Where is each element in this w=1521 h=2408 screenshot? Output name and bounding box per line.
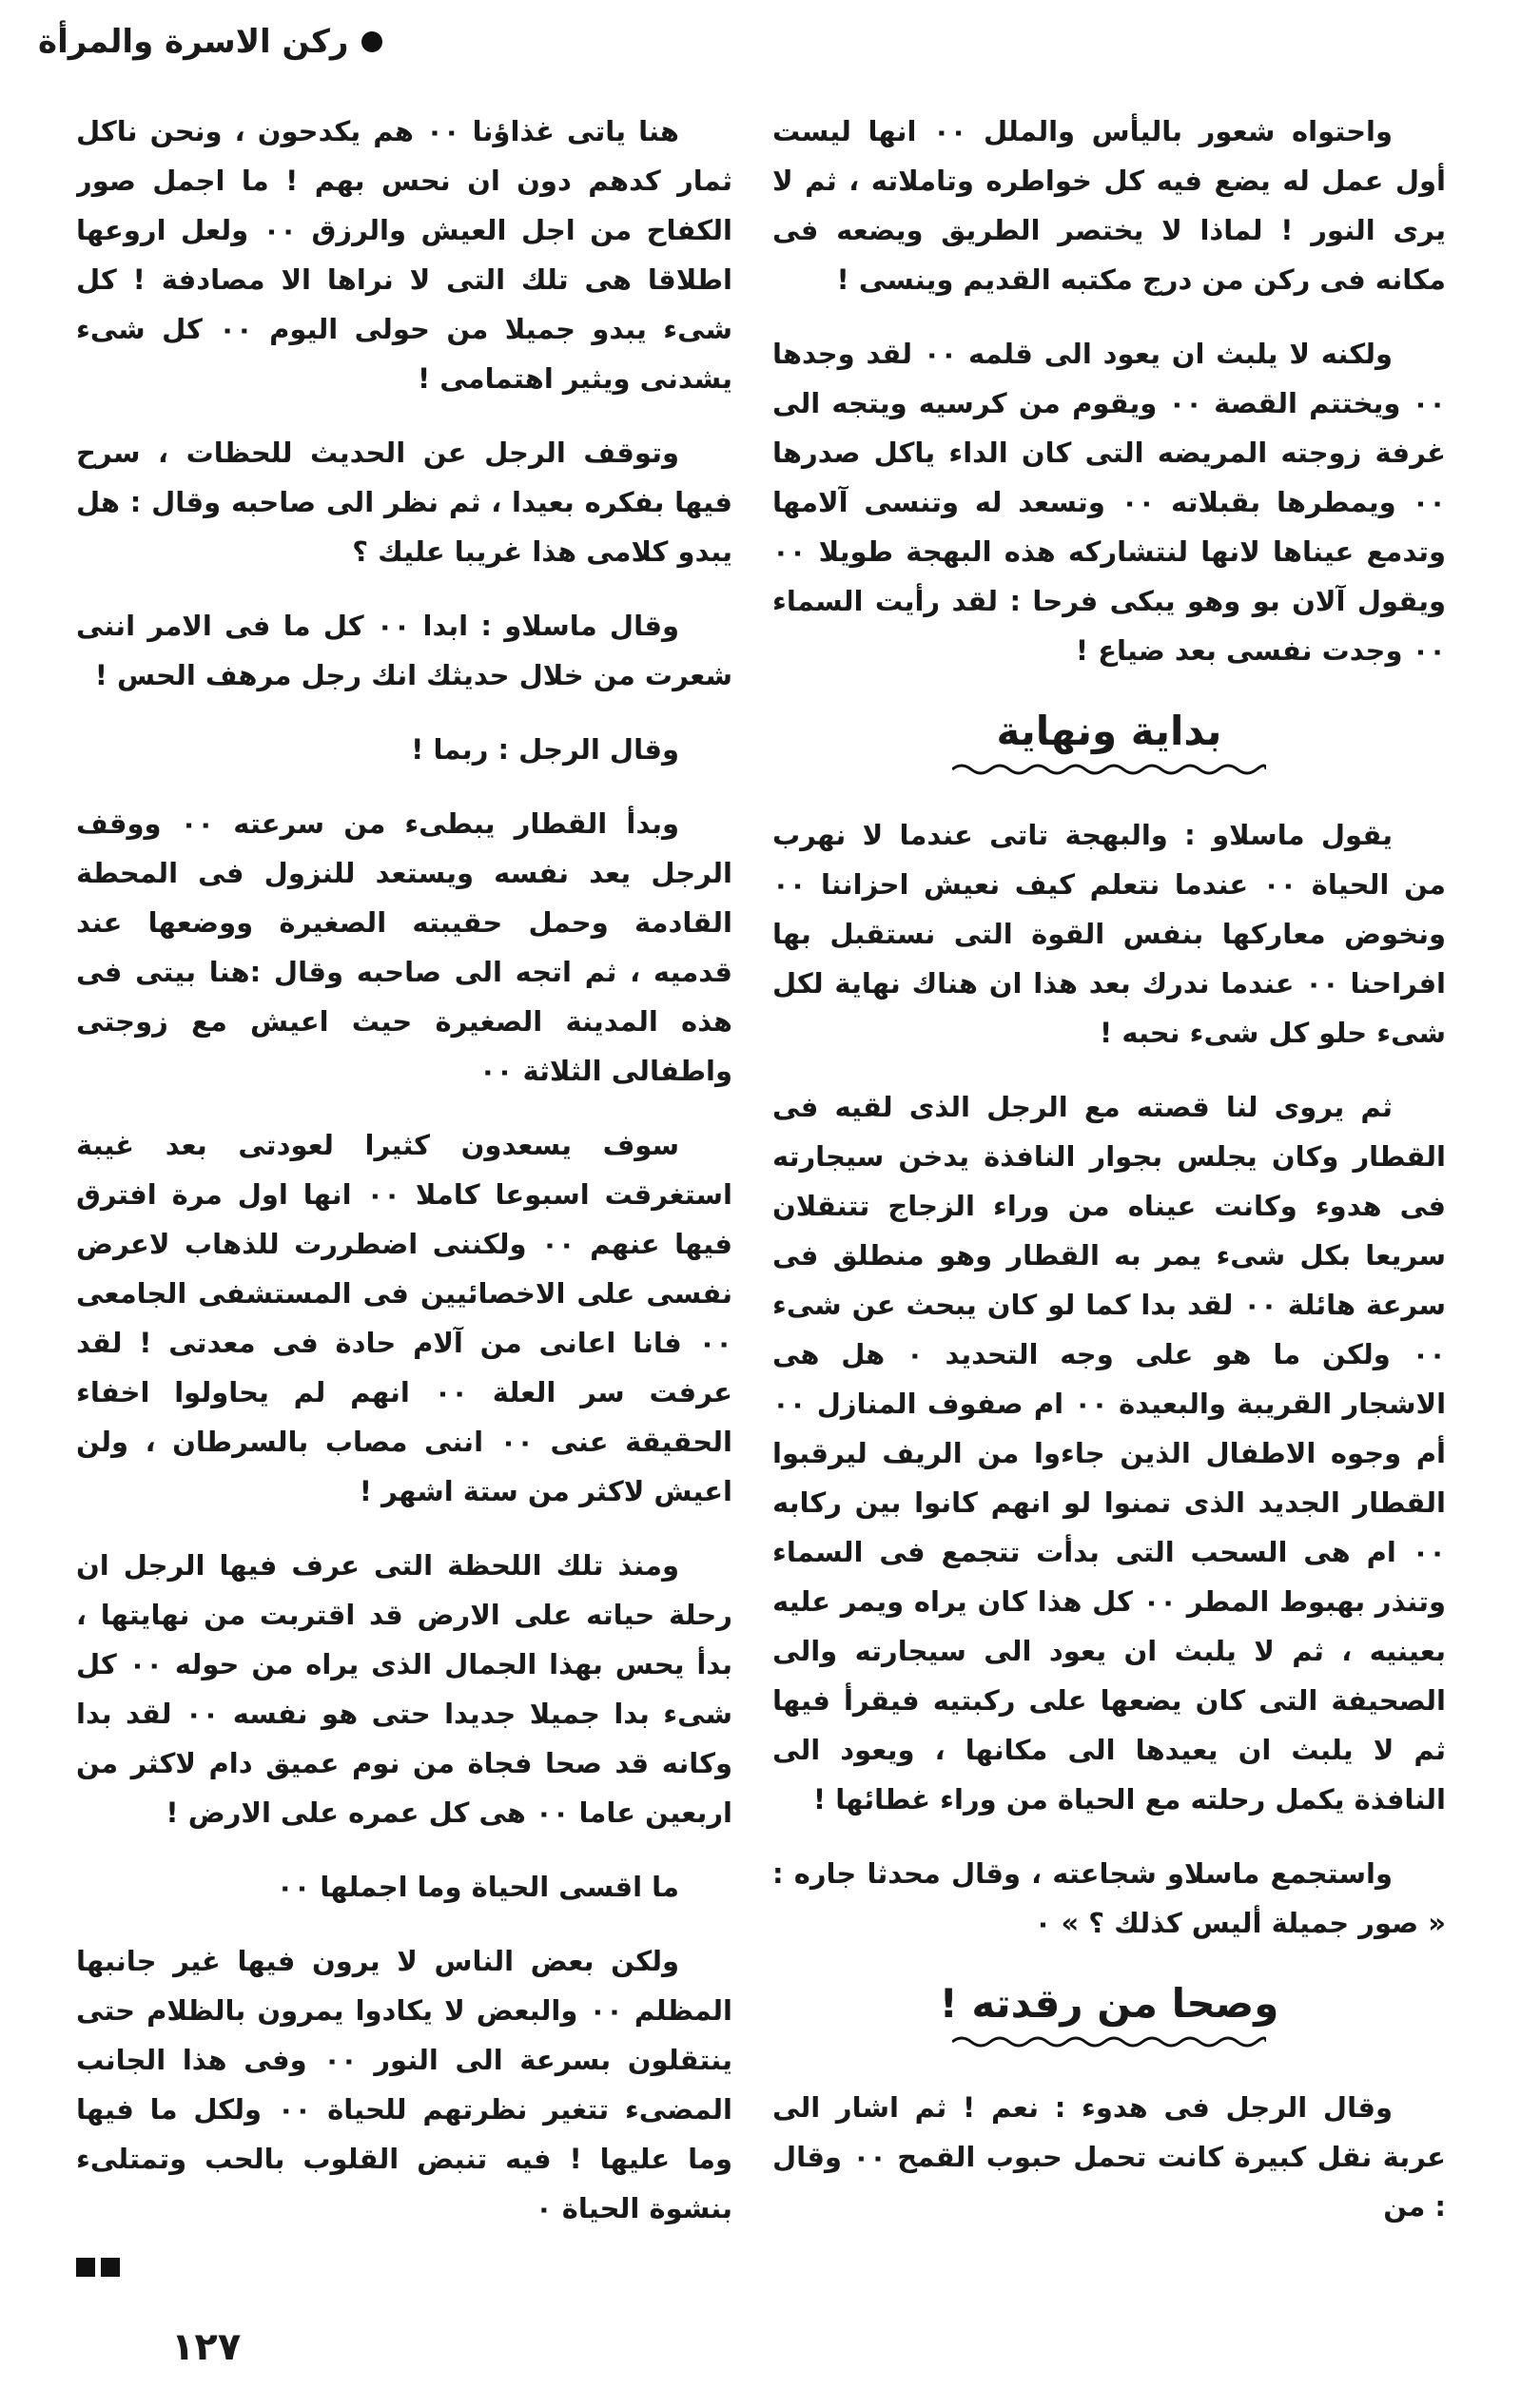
subheading-woke-up: وصحا من رقدته ! [939,1980,1279,2027]
paragraph: يقول ماسلاو : والبهجة تاتى عندما لا نهرب من الحياة ٠٠ عندما نتعلم كيف نعيش احزاننا ٠٠ ونخوض معاركها بنفس القوة التى نستقبل بها افراحنا ٠٠ عندما ندرك بعد هذا ان هناك نهاية لكل شىء حلو كل شىء نحبه ! [772,819,1446,1049]
section-header [38,13,400,70]
paragraph: وقال الرجل فى هدوء : نعم ! ثم اشار الى عربة نقل كبيرة كانت تحمل حبوب القمح ٠٠ وقال : من [772,2091,1446,2223]
end-square-icon [101,2258,120,2277]
paragraph: ولكنه لا يلبث ان يعود الى قلمه ٠٠ لقد وجدها ٠٠ ويختتم القصة ٠٠ ويقوم من كرسيه ويتجه الى غرفة زوجته المريضه التى كان الداء ياكل صدرها ٠٠ ويمطرها بقبلاته ٠٠ وتسعد له وتنسى آلامها وتدمع عيناها لانها لنتشاركه هذه البهجة طويلا ٠٠ ويقول آلان بو وهو يبكى فرحا : لقد رأيت السماء ٠٠ وجدت نفسى بعد ضياع ! [772,338,1446,667]
end-square-icon [76,2258,95,2277]
paragraph: ثم يروى لنا قصته مع الرجل الذى لقيه فى القطار وكان يجلس بجوار النافذة يدخن سيجارته فى هدوء وكانت عيناه من وراء الزجاج تتنقلان سريعا بكل شىء يمر به القطار وهو منطلق فى سرعة هائلة ٠٠ لقد بدا كما لو كان يبحث عن شىء ٠٠ ولكن ما هو على وجه التحديد ٠ هل هى الاشجار القريبة والبعيدة ٠٠ ام صفوف المنازل ٠٠ أم وجوه الاطفال الذين جاءوا من الريف ليرقبوا القطار الجديد الذى تمنوا لو انهم كانوا بين ركابه ٠٠ ام هى السحب التى بدأت تتجمع فى السماء وتنذر بهبوط المطر ٠٠ كل هذا كان يراه ويمر عليه بعينيه ، ثم لا يلبث ان يعود الى سيجارته والى الصحيفة التى كان يضعها على ركبتيه فيقرأ فيها ثم لا يلبث ان يعيدها الى مكانها ، ويعود الى النافذة يكمل رحلته مع الحياة من وراء غطائها ! [772,1091,1446,1816]
wavy-underline-icon [952,761,1266,778]
end-of-article-mark [76,2258,732,2277]
subheading-beginning-and-end: بداية ونهاية [996,708,1222,754]
wavy-underline-icon [952,2033,1266,2050]
page-number: ١٢٧ [171,2325,242,2369]
right-column [772,107,1446,2294]
paragraph: واحتواه شعور باليأس والملل ٠٠ انها ليست أول عمل له يضع فيه كل خواطره وتاملاته ، ثم لا يرى النور ! لماذا لا يختصر الطريق ويضعه فى مكانه فى ركن من درج مكتبه القديم وينسى ! [772,115,1446,296]
section-title: ركن الاسرة والمرأة [38,23,349,61]
paragraph: واستجمع ماسلاو شجاعته ، وقال محدثا جاره : « صور جميلة أليس كذلك ؟ » ٠ [772,1857,1446,1939]
paragraph: ما اقسى الحياة وما اجملها ٠٠ [276,1871,679,1903]
paragraph: وتوقف الرجل عن الحديث للحظات ، سرح فيها بفكره بعيدا ، ثم نظر الى صاحبه وقال : هل يبدو كلامى هذا غريبا عليك ؟ [76,437,732,568]
paragraph: وقال ماسلاو : ابدا ٠٠ كل ما فى الامر اننى شعرت من خلال حديثك انك رجل مرهف الحس ! [76,610,732,691]
bullet-dot-icon [361,31,382,52]
paragraph: هنا ياتى غذاؤنا ٠٠ هم يكدحون ، ونحن ناكل ثمار كدهم دون ان نحس بهم ! ما اجمل صور الكفاح من اجل العيش والرزق ٠٠ ولعل اروعها اطلاقا هى تلك التى لا نراها الا مصادفة ! كل شىء يبدو جميلا من حولى اليوم ٠٠ كل شىء يشدنى ويثير اهتمامى ! [76,115,732,395]
paragraph: وبدأ القطار يبطىء من سرعته ٠٠ ووقف الرجل يعد نفسه ويستعد للنزول فى المحطة القادمة وحمل حقيبته الصغيرة ووضعها عند قدميه ، ثم اتجه الى صاحبه وقال :هنا بيتى فى هذه المدينة الصغيرة حيث اعيش مع زوجتى واطفالى الثلاثة ٠٠ [76,807,732,1087]
paragraph: وقال الرجل : ربما ! [411,733,679,766]
paragraph: ومنذ تلك اللحظة التى عرف فيها الرجل ان رحلة حياته على الارض قد اقتربت من نهايتها ، بدأ يحس بهذا الجمال الذى يراه من حوله ٠٠ كل شىء بدا جميلا جديدا حتى هو نفسه ٠٠ لقد بدا وكانه قد صحا فجاة من نوم عميق دام لاكثر من اربعين عاما ٠٠ هى كل عمره على الارض ! [76,1549,732,1829]
paragraph: ولكن بعض الناس لا يرون فيها غير جانبها المظلم ٠٠ والبعض لا يكادوا يمرون بالظلام حتى ينتقلون بسرعة الى النور ٠٠ وفى هذا الجانب المضىء تتغير نظرتهم للحياة ٠٠ ولكل ما فيها وما عليها ! فيه تنبض القلوب بالحب وتمتلىء بنشوة الحياة ٠ [76,1945,732,2224]
paragraph: سوف يسعدون كثيرا لعودتى بعد غيبة استغرقت اسبوعا كاملا ٠٠ انها اول مرة افترق فيها عنهم ٠٠ ولكننى اضطررت للذهاب لاعرض نفسى على الاخصائيين فى المستشفى الجامعى ٠٠ فانا اعانى من آلام حادة فى معدتى ! لقد عرفت سر العلة ٠٠ انهم لم يحاولوا اخفاء الحقيقة عنى ٠٠ اننى مصاب بالسرطان ، ولن اعيش لاكثر من ستة اشهر ! [76,1129,732,1507]
left-column [76,107,732,2294]
